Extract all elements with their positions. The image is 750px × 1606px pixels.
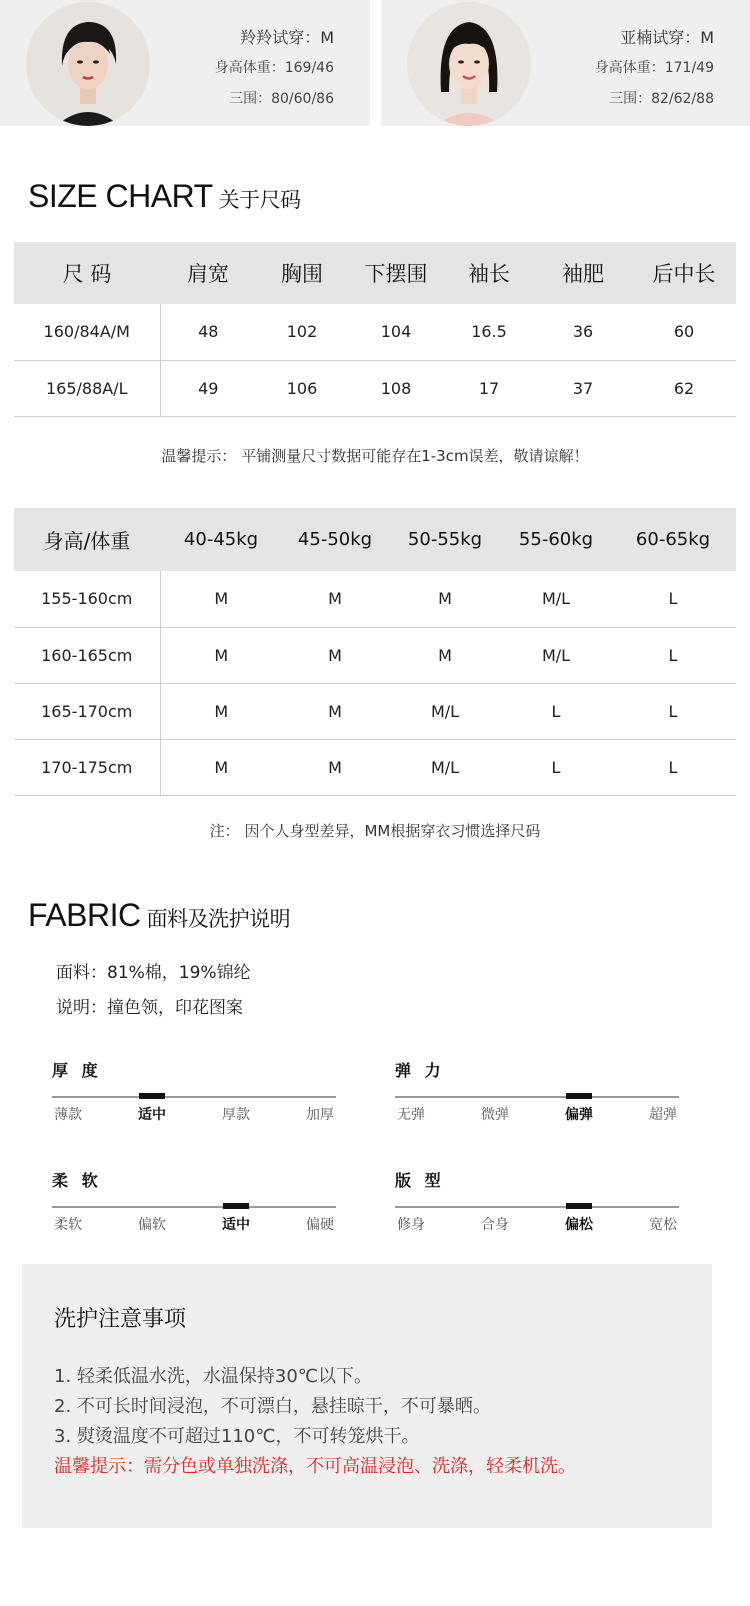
model-section <box>0 0 750 126</box>
table-cell: M <box>160 739 282 795</box>
scale-option: 微弹 <box>481 1107 509 1123</box>
table-cell: M <box>160 571 282 627</box>
size-table-header <box>14 242 736 304</box>
scale-labels <box>52 1214 336 1238</box>
table-cell: 155-160cm <box>14 571 160 627</box>
scale-option: 无弹 <box>397 1107 425 1123</box>
scale-marker <box>566 1203 592 1209</box>
scale-option: 薄款 <box>54 1107 82 1123</box>
care-warning: 温馨提示：需分色或单独洗涤，不可高温浸泡、洗涤，轻柔机洗。 <box>54 1456 576 1477</box>
table-cell: 17 <box>444 360 534 416</box>
elasticity-scale <box>395 1058 679 1128</box>
model-measurements: 三围：80/60/86 <box>229 91 334 107</box>
model-card <box>0 0 370 126</box>
size-chart-title <box>28 178 301 215</box>
fit-table-header <box>14 508 736 571</box>
table-cell: 104 <box>348 304 444 360</box>
header-cell: 袖肥 <box>534 242 632 304</box>
fabric-description: 说明：撞色领，印花图案 <box>56 998 243 1018</box>
scale-option: 柔软 <box>54 1217 82 1233</box>
header-cell: 袖长 <box>444 242 534 304</box>
table-cell: M/L <box>502 571 610 627</box>
table-cell: M <box>282 571 388 627</box>
scale-option: 偏弹 <box>565 1107 593 1123</box>
table-cell: M <box>282 739 388 795</box>
table-cell: M <box>160 683 282 739</box>
scale-marker <box>223 1203 249 1209</box>
table-cell: 165-170cm <box>14 683 160 739</box>
scale-option: 超弹 <box>649 1107 677 1123</box>
table-row <box>14 627 736 683</box>
table-row <box>14 304 736 360</box>
table-cell: L <box>610 571 736 627</box>
table-cell: 106 <box>256 360 348 416</box>
header-cell: 40-45kg <box>160 508 282 571</box>
scale-track <box>52 1096 336 1098</box>
table-cell: M <box>388 571 502 627</box>
care-panel <box>22 1264 712 1528</box>
table-cell: 160-165cm <box>14 627 160 683</box>
header-cell: 45-50kg <box>282 508 388 571</box>
model-height-weight: 身高体重：171/49 <box>594 60 714 76</box>
table-cell: 37 <box>534 360 632 416</box>
header-cell: 肩宽 <box>160 242 256 304</box>
header-cell: 下摆围 <box>348 242 444 304</box>
size-note: 温馨提示： 平铺测量尺寸数据可能存在1-3cm误差，敬请谅解！ <box>161 447 589 465</box>
scale-labels <box>395 1104 679 1128</box>
size-table <box>14 242 736 417</box>
table-row <box>14 739 736 795</box>
table-row <box>14 360 736 416</box>
table-cell: 165/88A/L <box>14 360 160 416</box>
table-cell: L <box>502 683 610 739</box>
table-cell: M <box>282 627 388 683</box>
fabric-title <box>28 897 290 934</box>
fit-type-scale <box>395 1168 679 1238</box>
table-cell: 60 <box>632 304 736 360</box>
scale-option: 加厚 <box>306 1107 334 1123</box>
table-cell: M/L <box>502 627 610 683</box>
table-cell: 102 <box>256 304 348 360</box>
table-cell: 62 <box>632 360 736 416</box>
care-item: 1. 轻柔低温水洗，水温保持30℃以下。 <box>54 1366 373 1387</box>
table-row <box>14 683 736 739</box>
table-cell: M/L <box>388 683 502 739</box>
table-cell: 48 <box>160 304 256 360</box>
table-cell: L <box>610 683 736 739</box>
scale-option: 适中 <box>222 1217 250 1233</box>
scale-labels <box>395 1214 679 1238</box>
table-cell: 36 <box>534 304 632 360</box>
fit-table <box>14 508 736 796</box>
thickness-scale <box>52 1058 336 1128</box>
scale-option: 合身 <box>481 1217 509 1233</box>
header-cell: 尺 码 <box>14 242 160 304</box>
table-cell: 16.5 <box>444 304 534 360</box>
table-cell: 160/84A/M <box>14 304 160 360</box>
scale-labels <box>52 1104 336 1128</box>
header-cell: 55-60kg <box>502 508 610 571</box>
table-cell: M/L <box>388 739 502 795</box>
table-cell: M <box>282 683 388 739</box>
scale-option: 适中 <box>138 1107 166 1123</box>
model-name: 亚楠试穿：M <box>620 28 714 47</box>
header-cell: 50-55kg <box>388 508 502 571</box>
care-item: 2. 不可长时间浸泡，不可漂白，悬挂晾干，不可暴晒。 <box>54 1396 491 1417</box>
scale-track <box>52 1206 336 1208</box>
scale-option: 偏松 <box>565 1217 593 1233</box>
scale-title: 柔 软 <box>52 1171 102 1190</box>
model-card <box>381 0 750 126</box>
size-chart-title-en: SIZE CHART <box>28 178 213 214</box>
scale-title: 版 型 <box>395 1171 445 1190</box>
fabric-material: 面料：81%棉，19%锦纶 <box>56 963 251 983</box>
table-cell: 108 <box>348 360 444 416</box>
header-cell: 后中长 <box>632 242 736 304</box>
header-cell: 60-65kg <box>610 508 736 571</box>
model-photo <box>26 2 150 126</box>
model-info <box>215 22 334 115</box>
header-cell: 身高/体重 <box>14 508 160 571</box>
table-cell: M <box>388 627 502 683</box>
scale-track <box>395 1206 679 1208</box>
scale-option: 厚款 <box>222 1107 250 1123</box>
table-cell: M <box>160 627 282 683</box>
scale-option: 偏硬 <box>306 1217 334 1233</box>
table-row <box>14 571 736 627</box>
scale-marker <box>139 1093 165 1099</box>
model-measurements: 三围：82/62/88 <box>609 91 714 107</box>
scale-track <box>395 1096 679 1098</box>
scale-option: 偏软 <box>138 1217 166 1233</box>
model-height-weight: 身高体重：169/46 <box>214 60 334 76</box>
table-cell: 49 <box>160 360 256 416</box>
model-info <box>595 22 714 115</box>
care-item: 3. 熨烫温度不可超过110℃，不可转笼烘干。 <box>54 1426 420 1447</box>
header-cell: 胸围 <box>256 242 348 304</box>
table-cell: L <box>502 739 610 795</box>
scale-option: 修身 <box>397 1217 425 1233</box>
scale-marker <box>566 1093 592 1099</box>
softness-scale <box>52 1168 336 1238</box>
scale-title: 厚 度 <box>52 1061 102 1080</box>
scale-option: 宽松 <box>649 1217 677 1233</box>
table-cell: 170-175cm <box>14 739 160 795</box>
fabric-title-cn: 面料及洗护说明 <box>146 907 291 931</box>
fit-note: 注： 因个人身型差异，MM根据穿衣习惯选择尺码 <box>209 822 541 840</box>
care-title: 洗护注意事项 <box>54 1307 187 1332</box>
scale-title: 弹 力 <box>395 1061 445 1080</box>
model-photo <box>407 2 531 126</box>
fabric-title-en: FABRIC <box>28 897 141 933</box>
size-chart-title-cn: 关于尺码 <box>218 188 301 212</box>
table-cell: L <box>610 739 736 795</box>
table-cell: L <box>610 627 736 683</box>
model-name: 羚羚试穿：M <box>240 28 334 47</box>
care-list <box>54 1362 576 1482</box>
